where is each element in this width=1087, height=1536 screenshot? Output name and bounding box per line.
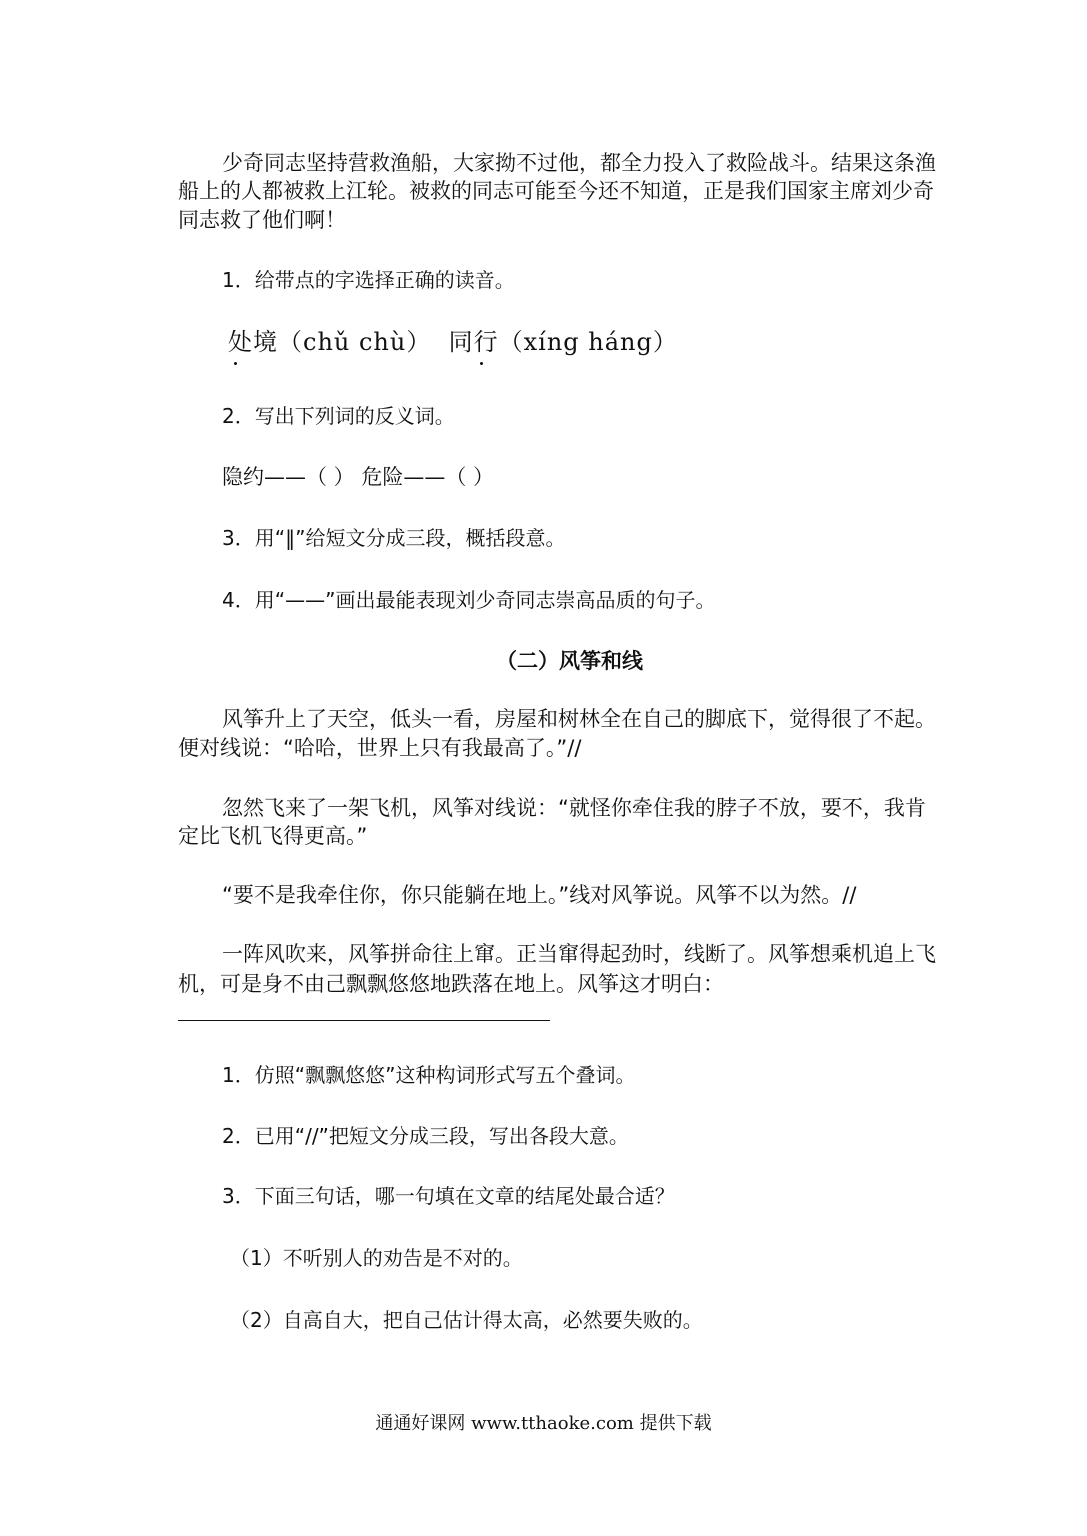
pinyin-word-2: 同行 — [449, 329, 499, 355]
pinyin-word-1: 处境 — [228, 329, 278, 355]
antonym-blanks: 隐约——（ ） 危险——（ ） — [222, 465, 495, 489]
passage1-question-4: 4．用“——”画出最能表现刘少奇同志崇高品质的句子。 — [222, 588, 716, 612]
passage2-question-3: 3．下面三句话，哪一句填在文章的结尾处最合适？ — [222, 1184, 675, 1208]
pinyin-options-1: （chǔ chù） — [278, 328, 432, 356]
passage2-para4-line-1: 一阵风吹来，风筝拼命往上窜。正当窜得起劲时，线断了。风筝想乘机追上飞 — [222, 942, 936, 966]
passage1-question-2: 2．写出下列词的反义词。 — [222, 404, 455, 428]
passage2-para1-line-2: 便对线说：“哈哈，世界上只有我最高了。”// — [178, 736, 582, 760]
passage2-question-2: 2．已用“//”把短文分成三段，写出各段大意。 — [222, 1124, 629, 1148]
passage1-question-1: 1．给带点的字选择正确的读音。 — [222, 268, 515, 292]
answer-option-2: （2）自高自大，把自己估计得太高，必然要失败的。 — [230, 1308, 703, 1332]
passage2-question-1: 1．仿照“飘飘悠悠”这种构词形式写五个叠词。 — [222, 1063, 636, 1087]
footer-source: 通通好课网 www.tthaoke.com 提供下载 — [375, 1413, 712, 1434]
passage1-line-3: 同志救了他们啊！ — [178, 208, 346, 232]
passage2-para3: “要不是我牵住你，你只能躺在地上。”线对风筝说。风筝不以为然。// — [222, 883, 857, 907]
emphasis-dot-1 — [234, 362, 237, 365]
passage1-question-3: 3．用“‖”给短文分成三段，概括段意。 — [222, 526, 566, 550]
passage2-para1-line-1: 风筝升上了天空，低头一看，房屋和树林全在自己的脚底下，觉得很了不起。 — [222, 707, 936, 731]
pinyin-choices — [228, 329, 678, 355]
answer-blank-line — [178, 1020, 550, 1021]
passage2-para2-line-2: 定比飞机飞得更高。” — [178, 824, 368, 848]
pinyin-options-2: （xíng háng） — [498, 328, 678, 356]
passage2-para4-line-2: 机，可是身不由己飘飘悠悠地跌落在地上。风筝这才明白： — [178, 972, 724, 996]
passage2-title: （二）风筝和线 — [496, 649, 643, 673]
passage1-line-2: 船上的人都被救上江轮。被救的同志可能至今还不知道，正是我们国家主席刘少奇 — [178, 179, 934, 203]
passage2-para2-line-1: 忽然飞来了一架飞机，风筝对线说：“就怪你牵住我的脖子不放，要不，我肯 — [222, 796, 926, 820]
emphasis-dot-2 — [480, 362, 483, 365]
answer-option-1: （1）不听别人的劝告是不对的。 — [230, 1246, 523, 1270]
passage1-line-1: 少奇同志坚持营救渔船，大家拗不过他，都全力投入了救险战斗。结果这条渔 — [222, 151, 936, 175]
